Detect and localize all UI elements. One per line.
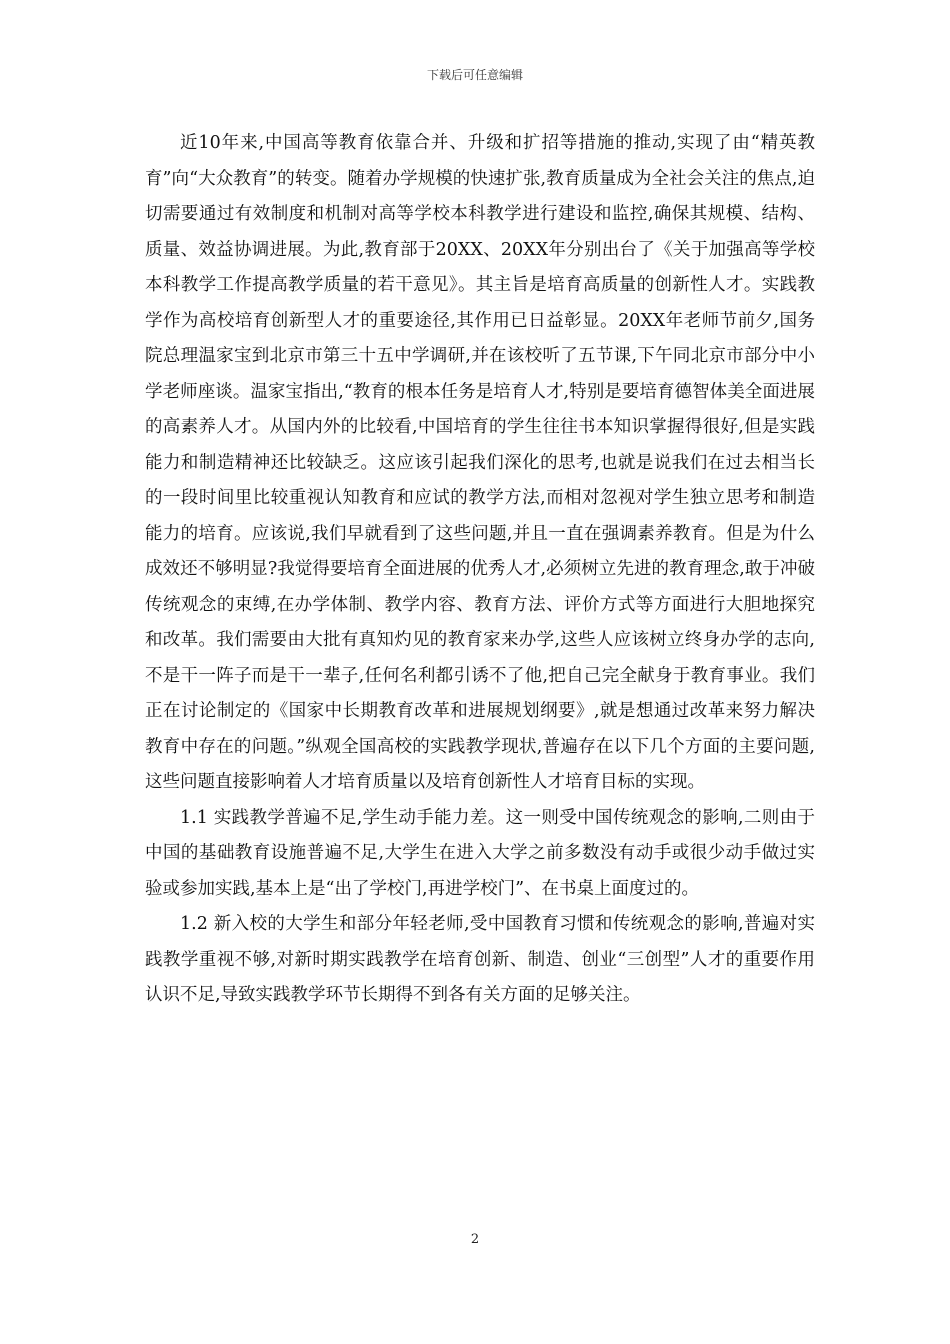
page-number: 2 — [470, 1232, 480, 1247]
paragraph-section-1-1: 1.1 实践教学普遍不足,学生动手能力差。这一则受中国传统观念的影响,二则由于中国的基础教育设施普遍不足,大学生在进入大学之前多数没有动手或很少动手做过实验或参加实践,基本上是“出了学校门,再进学校门”、在书桌上面度过的。 — [145, 807, 815, 899]
document-body — [145, 126, 815, 1014]
paragraph-intro: 近10年来,中国高等教育依靠合并、升级和扩招等措施的推动,实现了由“精英教育”向“大众教育”的转变。随着办学规模的快速扩张,教育质量成为全社会关注的焦点,迫切需要通过有效制度和机制对高等学校本科教学进行建设和监控,确保其规模、结构、质量、效益协调进展。为此,教育部于20XX、20XX年分别出台了《关于加强高等学校本科教学工作提高教学质量的若干意见》。其主旨是培育高质量的创新性人才。实践教学作为高校培育创新型人才的重要途径,其作用已日益彰显。20XX年老师节前夕,国务院总理温家宝到北京市第三十五中学调研,并在该校听了五节课,下午同北京市部分中小学老师座谈。温家宝指出,“教育的根本任务是培育人才,特别是要培育德智体美全面进展的高素养人才。从国内外的比较看,中国培育的学生往往书本知识掌握得很好,但是实践能力和制造精神还比较缺乏。这应该引起我们深化的思考,也就是说我们在过去相当长的一段时间里比较重视认知教育和应试的教学方法,而相对忽视对学生独立思考和制造能力的培育。应该说,我们早就看到了这些问题,并且一直在强调素养教育。但是为什么成效还不够明显?我觉得要培育全面进展的优秀人才,必须树立先进的教育理念,敢于冲破传统观念的束缚,在办学体制、教学内容、教育方法、评价方式等方面进行大胆地探究和改革。我们需要由大批有真知灼见的教育家来办学,这些人应该树立终身办学的志向,不是干一阵子而是干一辈子,任何名利都引诱不了他,把自己完全献身于教育事业。我们正在讨论制定的《国家中长期教育改革和进展规划纲要》,就是想通过改革来努力解决教育中存在的问题。”纵观全国高校的实践教学现状,普遍存在以下几个方面的主要问题,这些问题直接影响着人才培育质量以及培育创新性人才培育目标的实现。 — [145, 133, 815, 792]
paragraph-section-1-2: 1.2 新入校的大学生和部分年轻老师,受中国教育习惯和传统观念的影响,普遍对实践教学重视不够,对新时期实践教学在培育创新、制造、创业“三创型”人才的重要作用认识不足,导致实践教学环节长期得不到各有关方面的足够关注。 — [145, 914, 815, 1005]
page-header: 下载后可任意编辑 — [426, 68, 523, 82]
